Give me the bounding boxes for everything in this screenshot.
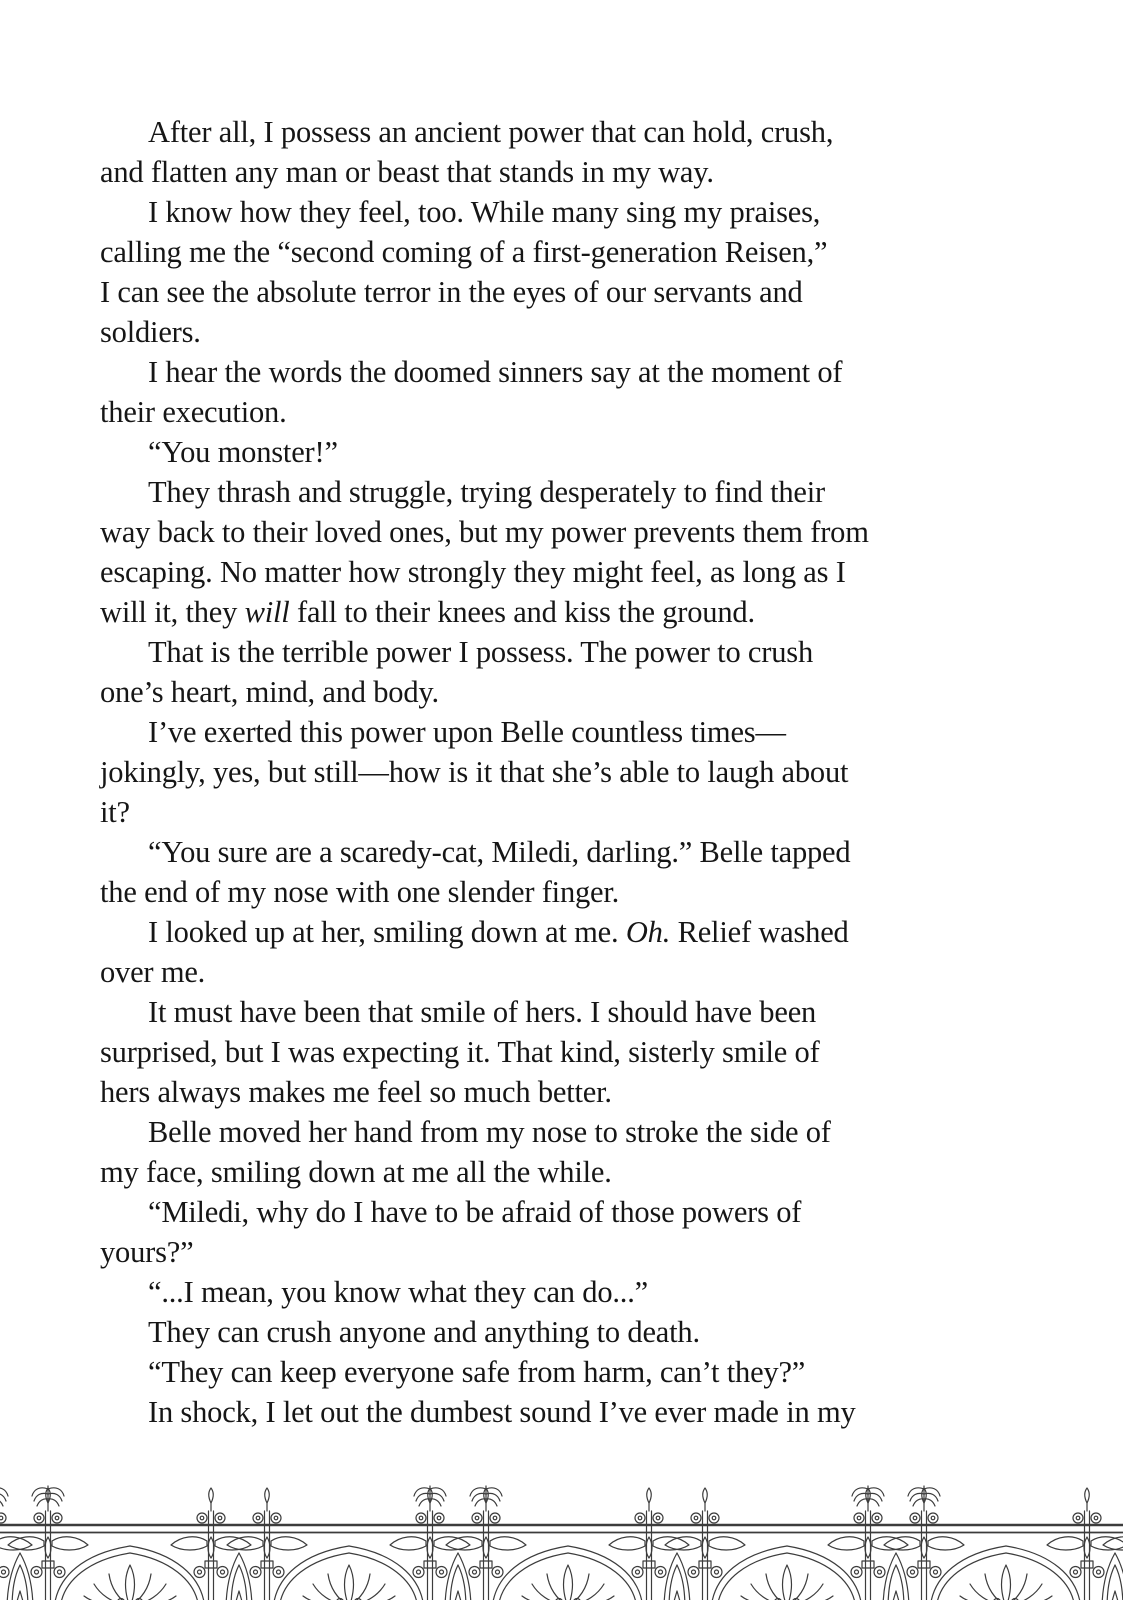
paragraph	[100, 1192, 972, 1272]
text-line: jokingly, yes, but still—how is it that she’s able to laugh about	[100, 755, 849, 789]
text-line: my face, smiling down at me all the while.	[100, 1155, 612, 1189]
paragraph	[100, 1312, 972, 1352]
text-line: It must have been that smile of hers. I should have been	[148, 995, 817, 1029]
paragraph	[100, 1392, 972, 1432]
text-line: over me.	[100, 955, 206, 989]
text-line: They can crush anyone and anything to death.	[148, 1315, 700, 1349]
text-line: soldiers.	[100, 315, 201, 349]
paragraph	[100, 352, 972, 432]
text-line: way back to their loved ones, but my power prevents them from	[100, 515, 869, 549]
text-line: “Miledi, why do I have to be afraid of those powers of	[148, 1195, 802, 1229]
paragraph	[100, 432, 972, 472]
paragraph	[100, 992, 972, 1112]
text-line: “You sure are a scaredy-cat, Miledi, darling.” Belle tapped	[148, 835, 851, 869]
paragraph	[100, 832, 972, 912]
paragraph	[100, 1352, 972, 1392]
text-line: surprised, but I was expecting it. That kind, sisterly smile of	[100, 1035, 820, 1069]
text-line: I’ve exerted this power upon Belle countless times—	[148, 715, 786, 749]
text-line: escaping. No matter how strongly they might feel, as long as I	[100, 555, 846, 589]
paragraph	[100, 472, 972, 632]
paragraph	[100, 632, 972, 712]
text-line: will it, they will fall to their knees and kiss the ground.	[100, 595, 755, 629]
bottom-ornament	[0, 1485, 1123, 1600]
text-line: They thrash and struggle, trying desperately to find their	[148, 475, 826, 509]
text-line: “You monster!”	[148, 435, 338, 469]
text-line: I hear the words the doomed sinners say at the moment of	[148, 355, 843, 389]
text-line: and flatten any man or beast that stands in my way.	[100, 155, 714, 189]
text-line: calling me the “second coming of a first-generation Reisen,”	[100, 235, 828, 269]
paragraph	[100, 1112, 972, 1192]
text-line: Belle moved her hand from my nose to stroke the side of	[148, 1115, 831, 1149]
text-line: After all, I possess an ancient power that can hold, crush,	[148, 115, 834, 149]
text-line: “...I mean, you know what they can do...”	[148, 1275, 648, 1309]
text-line: “They can keep everyone safe from harm, can’t they?”	[148, 1355, 806, 1389]
paragraph	[100, 712, 972, 832]
text-line: the end of my nose with one slender finger.	[100, 875, 620, 909]
fence-border-art	[0, 1485, 1123, 1600]
text-line: I looked up at her, smiling down at me. Oh. Relief washed	[148, 915, 849, 949]
paragraph	[100, 112, 972, 192]
text-line: one’s heart, mind, and body.	[100, 675, 439, 709]
text-line: their execution.	[100, 395, 287, 429]
text-line: hers always makes me feel so much better.	[100, 1075, 612, 1109]
text-line: That is the terrible power I possess. The power to crush	[148, 635, 813, 669]
paragraph	[100, 912, 972, 992]
paragraph	[100, 1272, 972, 1312]
paragraph	[100, 192, 972, 352]
text-line: it?	[100, 795, 130, 829]
text-line: In shock, I let out the dumbest sound I’ve ever made in my	[148, 1395, 856, 1429]
text-line: yours?”	[100, 1235, 194, 1269]
text-line: I know how they feel, too. While many sing my praises,	[148, 195, 821, 229]
text-line: I can see the absolute terror in the eyes of our servants and	[100, 275, 803, 309]
body-text	[100, 112, 972, 1432]
